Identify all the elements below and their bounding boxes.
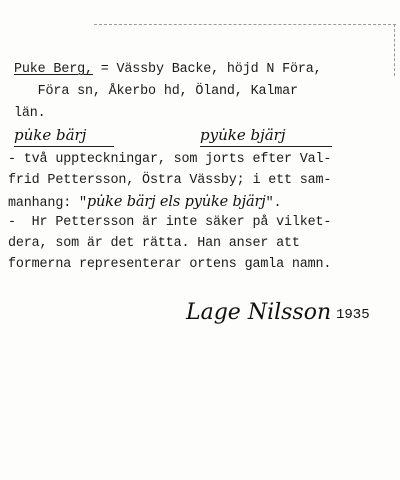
entry-line-8: dera, som är det rätta. Han anser att bbox=[8, 236, 300, 251]
entry-line-2: Föra sn, Åkerbo hd, Öland, Kalmar bbox=[14, 84, 298, 99]
entry-line-6-start: manhang: " bbox=[8, 196, 87, 211]
entry-line-3: län. bbox=[14, 106, 46, 121]
card-border-top bbox=[94, 24, 396, 25]
entry-location: = Vässby Backe, höjd N Föra, bbox=[92, 62, 322, 77]
pronunciation-1: pu̇ke bärj bbox=[14, 126, 87, 144]
entry-line-9: formerna representerar ortens gamla namn. bbox=[8, 257, 332, 272]
pronunciation-1-underline bbox=[14, 146, 114, 147]
signature-year: 1935 bbox=[336, 307, 370, 323]
card-border-right bbox=[394, 24, 395, 76]
entry-line-7: - Hr Pettersson är inte säker på vilket- bbox=[8, 215, 332, 230]
entry-headword: Puke Berg, bbox=[14, 62, 93, 77]
pronunciation-3: pu̇ke bärj els pyu̇ke bjärj bbox=[86, 194, 266, 210]
pronunciation-2-underline bbox=[200, 146, 332, 147]
pronunciation-2: pyu̇ke bjärj bbox=[200, 126, 286, 144]
signature-name: Lage Nilsson bbox=[186, 300, 332, 325]
entry-line-1 bbox=[14, 62, 322, 78]
entry-line-6-end: ". bbox=[265, 196, 282, 211]
entry-line-4: - två uppteckningar, som jorts efter Val- bbox=[8, 152, 332, 167]
entry-line-6 bbox=[8, 194, 281, 212]
entry-line-5: frid Pettersson, Östra Vässby; i ett sam- bbox=[8, 173, 332, 188]
